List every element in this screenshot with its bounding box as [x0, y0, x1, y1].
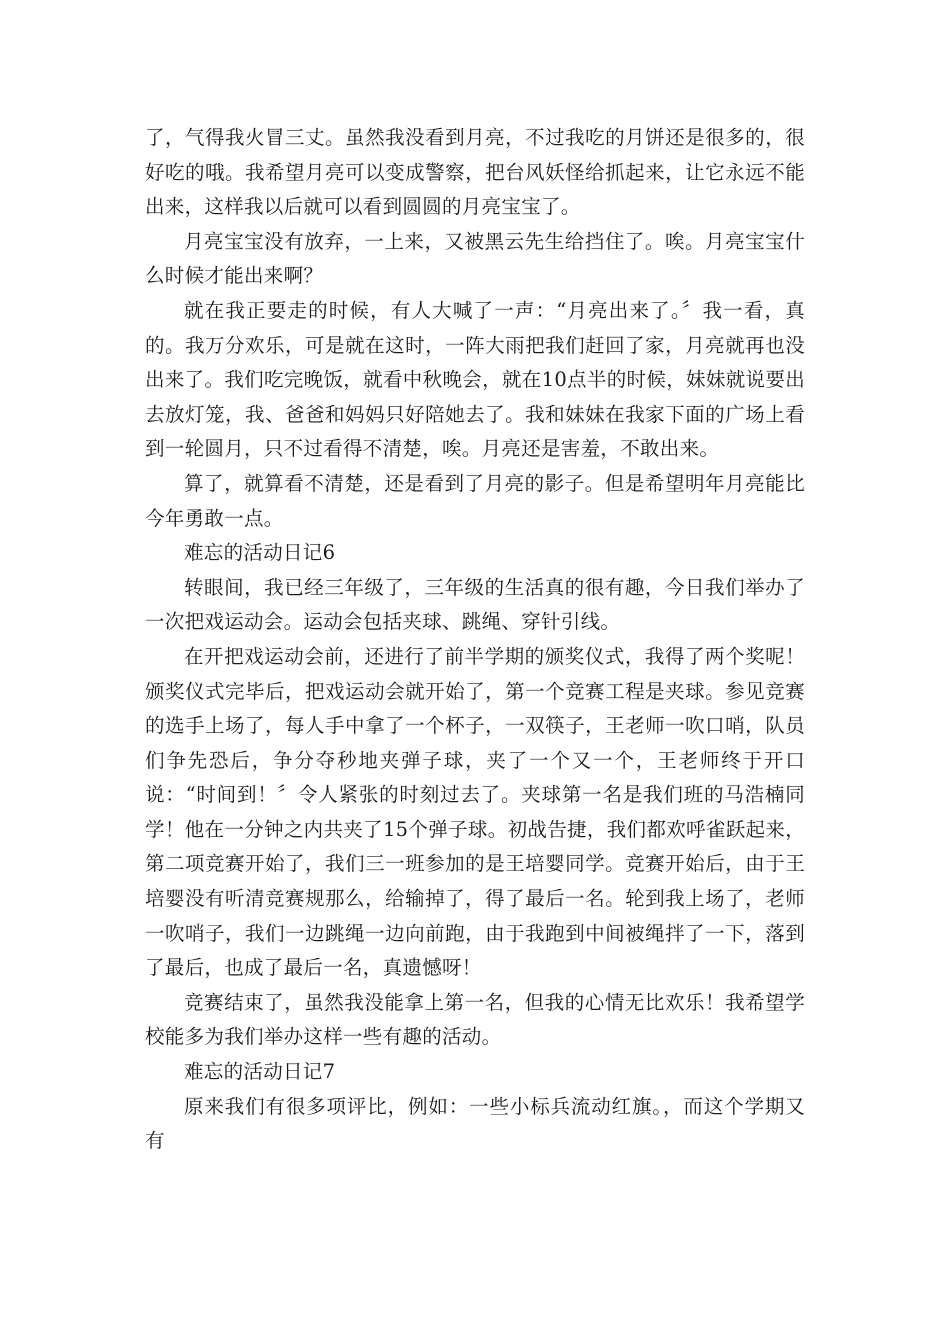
paragraph: 转眼间，我已经三年级了，三年级的生活真的很有趣，今日我们举办了一次把戏运动会。运动会包括夹球、跳绳、穿针引线。: [145, 575, 805, 634]
paragraph: 算了，就算看不清楚，还是看到了月亮的影子。但是希望明年月亮能比今年勇敢一点。: [145, 471, 805, 530]
paragraph-continuation: 了，气得我火冒三丈。虽然我没看到月亮，不过我吃的月饼还是很多的，很好吃的哦。我希望月亮可以变成警察，把台风妖怪给抓起来，让它永远不能出来，这样我以后就可以看到圆圆的月亮宝宝了。: [145, 126, 805, 219]
paragraph: 原来我们有很多项评比，例如：一些小标兵流动红旗。，而这个学期又有: [145, 1094, 805, 1153]
section-heading: 难忘的活动日记7: [184, 1060, 336, 1084]
document-body: [145, 121, 805, 1159]
paragraph: 在开把戏运动会前，还进行了前半学期的颁奖仪式，我得了两个奖呢！颁奖仪式完毕后，把戏运动会就开始了，第一个竞赛工程是夹球。参见竞赛的选手上场了，每人手中拿了一个杯子，一双筷子，王老师一吹口哨，队员们争先恐后，争分夺秒地夹弹子球，夹了一个又一个，王老师终于开口说：“时间到！〞令人紧张的时刻过去了。夹球第一名是我们班的马浩楠同学！他在一分钟之内共夹了15个弹子球。初战告捷，我们都欢呼雀跃起来，第二项竞赛开始了，我们三一班参加的是王培婴同学。竞赛开始后，由于王培婴没有听清竞赛规那么，给输掉了，得了最后一名。轮到我上场了，老师一吹哨子，我们一边跳绳一边向前跑，由于我跑到中间被绳拌了一下，落到了最后，也成了最后一名，真遗憾呀！: [145, 644, 805, 980]
paragraph: 竞赛结束了，虽然我没能拿上第一名，但我的心情无比欢乐！我希望学校能多为我们举办这样一些有趣的活动。: [145, 990, 805, 1049]
paragraph: 月亮宝宝没有放弃，一上来，又被黑云先生给挡住了。唉。月亮宝宝什么时候才能出来啊？: [145, 229, 805, 288]
paragraph: 就在我正要走的时候，有人大喊了一声：“月亮出来了。〞我一看，真的。我万分欢乐，可是就在这时，一阵大雨把我们赶回了家，月亮就再也没出来了。我们吃完晚饭，就看中秋晚会，就在10点半的时候，妹妹就说要出去放灯笼，我、爸爸和妈妈只好陪她去了。我和妹妹在我家下面的广场上看到一轮圆月，只不过看得不清楚，唉。月亮还是害羞，不敢出来。: [145, 298, 805, 461]
section-heading: 难忘的活动日记6: [184, 541, 336, 565]
